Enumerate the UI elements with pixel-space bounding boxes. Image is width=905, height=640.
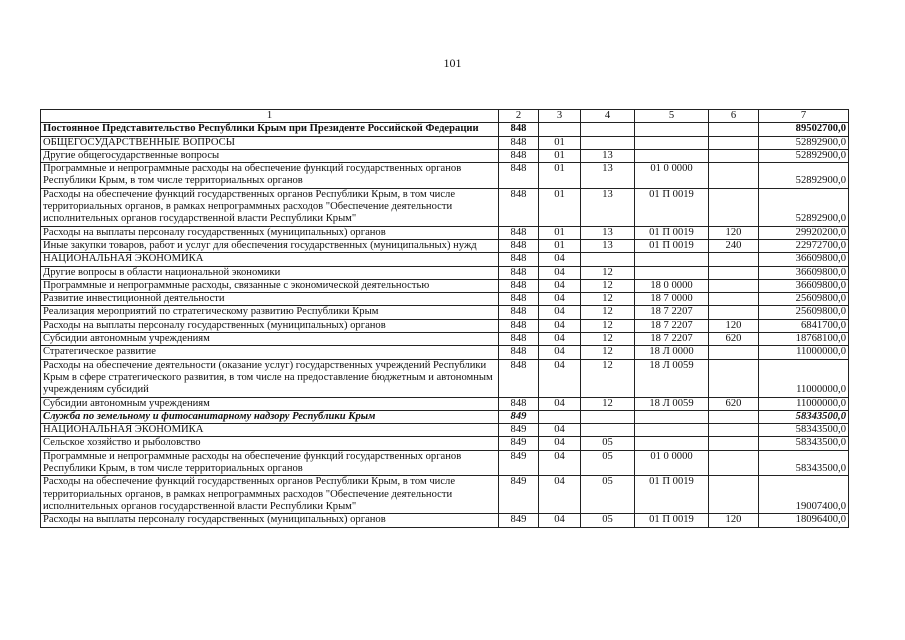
amount-cell: 52892900,0 — [759, 149, 849, 162]
table-row — [41, 163, 849, 189]
row-name-cell: Другие вопросы в области национальной экономики — [41, 266, 499, 279]
department-code-cell: 848 — [499, 149, 539, 162]
department-code-cell: 848 — [499, 188, 539, 226]
row-name-cell: Иные закупки товаров, работ и услуг для обеспечения государственных (муниципальных) нужд — [41, 239, 499, 252]
amount-cell: 58343500,0 — [759, 450, 849, 476]
table-row — [41, 253, 849, 266]
budget-table — [40, 109, 849, 528]
expense-type-cell — [709, 437, 759, 450]
subsection-code-cell: 05 — [581, 514, 635, 527]
row-name-cell: Программные и непрограммные расходы на обеспечение функций государственных органов Республики Крым, в том числе территориальных органов — [41, 163, 499, 189]
target-article-cell: 18 7 2207 — [635, 306, 709, 319]
amount-cell: 36609800,0 — [759, 253, 849, 266]
target-article-cell — [635, 136, 709, 149]
amount-cell: 11000000,0 — [759, 359, 849, 397]
row-name-cell: Служба по земельному и фитосанитарному надзору Республики Крым — [41, 410, 499, 423]
subsection-code-cell: 12 — [581, 293, 635, 306]
table-row — [41, 293, 849, 306]
amount-cell: 11000000,0 — [759, 397, 849, 410]
column-number: 4 — [581, 110, 635, 123]
section-code-cell: 04 — [539, 266, 581, 279]
expense-type-cell — [709, 359, 759, 397]
expense-type-cell — [709, 346, 759, 359]
subsection-code-cell: 12 — [581, 397, 635, 410]
target-article-cell — [635, 123, 709, 136]
row-name-cell: Сельское хозяйство и рыболовство — [41, 437, 499, 450]
expense-type-cell: 620 — [709, 397, 759, 410]
row-name-cell: Программные и непрограммные расходы, связанные с экономической деятельностью — [41, 279, 499, 292]
subsection-code-cell: 05 — [581, 437, 635, 450]
subsection-code-cell — [581, 136, 635, 149]
column-number: 7 — [759, 110, 849, 123]
section-code-cell: 04 — [539, 476, 581, 514]
subsection-code-cell: 12 — [581, 359, 635, 397]
subsection-code-cell: 13 — [581, 226, 635, 239]
table-row — [41, 149, 849, 162]
department-code-cell: 848 — [499, 123, 539, 136]
section-code-cell: 01 — [539, 188, 581, 226]
subsection-code-cell: 13 — [581, 163, 635, 189]
row-name-cell: Расходы на выплаты персоналу государственных (муниципальных) органов — [41, 514, 499, 527]
department-code-cell: 849 — [499, 424, 539, 437]
row-name-cell: Расходы на обеспечение функций государственных органов Республики Крым, в том числе территориальных органов, в рамках непрограммных расходов "Обеспечение деятельности исполнительных органов государственной власти Республики Крым" — [41, 188, 499, 226]
target-article-cell: 18 7 2207 — [635, 319, 709, 332]
amount-cell: 19007400,0 — [759, 476, 849, 514]
table-row — [41, 359, 849, 397]
expense-type-cell: 120 — [709, 226, 759, 239]
column-number: 5 — [635, 110, 709, 123]
row-name-cell: Субсидии автономным учреждениям — [41, 333, 499, 346]
target-article-cell — [635, 410, 709, 423]
section-code-cell: 04 — [539, 346, 581, 359]
section-code-cell: 04 — [539, 514, 581, 527]
target-article-cell — [635, 424, 709, 437]
row-name-cell: Субсидии автономным учреждениям — [41, 397, 499, 410]
section-code-cell — [539, 123, 581, 136]
target-article-cell: 01 П 0019 — [635, 514, 709, 527]
amount-cell: 6841700,0 — [759, 319, 849, 332]
section-code-cell: 04 — [539, 279, 581, 292]
amount-cell: 29920200,0 — [759, 226, 849, 239]
row-name-cell: Постоянное Представительство Республики Крым при Президенте Российской Федерации — [41, 123, 499, 136]
subsection-code-cell: 12 — [581, 266, 635, 279]
table-row — [41, 476, 849, 514]
expense-type-cell — [709, 450, 759, 476]
amount-cell: 89502700,0 — [759, 123, 849, 136]
subsection-code-cell — [581, 410, 635, 423]
budget-table-body — [41, 110, 849, 528]
section-code-cell: 01 — [539, 136, 581, 149]
department-code-cell: 848 — [499, 253, 539, 266]
expense-type-cell — [709, 266, 759, 279]
target-article-cell: 18 7 0000 — [635, 293, 709, 306]
table-row — [41, 239, 849, 252]
section-code-cell: 04 — [539, 306, 581, 319]
department-code-cell: 848 — [499, 279, 539, 292]
section-code-cell: 04 — [539, 450, 581, 476]
expense-type-cell — [709, 476, 759, 514]
target-article-cell: 18 0 0000 — [635, 279, 709, 292]
row-name-cell: НАЦИОНАЛЬНАЯ ЭКОНОМИКА — [41, 253, 499, 266]
table-row — [41, 266, 849, 279]
table-row — [41, 514, 849, 527]
expense-type-cell — [709, 306, 759, 319]
row-name-cell: Расходы на выплаты персоналу государственных (муниципальных) органов — [41, 319, 499, 332]
amount-cell: 18096400,0 — [759, 514, 849, 527]
subsection-code-cell: 12 — [581, 333, 635, 346]
subsection-code-cell: 12 — [581, 279, 635, 292]
row-name-cell: Расходы на выплаты персоналу государственных (муниципальных) органов — [41, 226, 499, 239]
target-article-cell: 18 Л 0000 — [635, 346, 709, 359]
department-code-cell: 848 — [499, 359, 539, 397]
table-row — [41, 279, 849, 292]
amount-cell: 58343500,0 — [759, 424, 849, 437]
department-code-cell: 849 — [499, 476, 539, 514]
expense-type-cell: 120 — [709, 319, 759, 332]
section-code-cell: 01 — [539, 149, 581, 162]
column-number: 1 — [41, 110, 499, 123]
section-code-cell: 04 — [539, 437, 581, 450]
table-row — [41, 226, 849, 239]
expense-type-cell — [709, 123, 759, 136]
expense-type-cell — [709, 136, 759, 149]
table-row — [41, 450, 849, 476]
amount-cell: 22972700,0 — [759, 239, 849, 252]
department-code-cell: 848 — [499, 306, 539, 319]
amount-cell: 11000000,0 — [759, 346, 849, 359]
section-code-cell: 01 — [539, 163, 581, 189]
department-code-cell: 848 — [499, 163, 539, 189]
section-code-cell: 04 — [539, 319, 581, 332]
table-row — [41, 410, 849, 423]
department-code-cell: 849 — [499, 410, 539, 423]
subsection-code-cell: 05 — [581, 450, 635, 476]
target-article-cell — [635, 437, 709, 450]
subsection-code-cell: 13 — [581, 149, 635, 162]
table-row — [41, 188, 849, 226]
subsection-code-cell — [581, 123, 635, 136]
subsection-code-cell — [581, 253, 635, 266]
section-code-cell — [539, 410, 581, 423]
expense-type-cell — [709, 163, 759, 189]
expense-type-cell — [709, 253, 759, 266]
column-number: 6 — [709, 110, 759, 123]
row-name-cell: Расходы на обеспечение функций государственных органов Республики Крым, в том числе территориальных органов, в рамках непрограммных расходов "Обеспечение деятельности исполнительных органов государственной власти Республики Крым" — [41, 476, 499, 514]
amount-cell: 25609800,0 — [759, 306, 849, 319]
row-name-cell: Программные и непрограммные расходы на обеспечение функций государственных органов Республики Крым, в том числе территориальных органов — [41, 450, 499, 476]
section-code-cell: 04 — [539, 359, 581, 397]
amount-cell: 52892900,0 — [759, 163, 849, 189]
page-number: 101 — [443, 56, 462, 70]
target-article-cell: 18 7 2207 — [635, 333, 709, 346]
target-article-cell — [635, 266, 709, 279]
target-article-cell: 01 П 0019 — [635, 476, 709, 514]
row-name-cell: Развитие инвестиционной деятельности — [41, 293, 499, 306]
table-row — [41, 319, 849, 332]
row-name-cell: НАЦИОНАЛЬНАЯ ЭКОНОМИКА — [41, 424, 499, 437]
section-code-cell: 04 — [539, 424, 581, 437]
expense-type-cell: 120 — [709, 514, 759, 527]
amount-cell: 58343500,0 — [759, 410, 849, 423]
table-row — [41, 306, 849, 319]
department-code-cell: 848 — [499, 266, 539, 279]
expense-type-cell — [709, 410, 759, 423]
expense-type-cell — [709, 424, 759, 437]
subsection-code-cell: 13 — [581, 188, 635, 226]
expense-type-cell: 240 — [709, 239, 759, 252]
target-article-cell: 18 Л 0059 — [635, 397, 709, 410]
table-row — [41, 397, 849, 410]
department-code-cell: 849 — [499, 450, 539, 476]
table-row — [41, 437, 849, 450]
subsection-code-cell: 05 — [581, 476, 635, 514]
amount-cell: 18768100,0 — [759, 333, 849, 346]
amount-cell: 36609800,0 — [759, 279, 849, 292]
row-name-cell: Расходы на обеспечение деятельности (оказание услуг) государственных учреждений Республики Крым в сфере стратегического развития, в том числе на предоставление бюджетным и автономным учреждениям субсидий — [41, 359, 499, 397]
department-code-cell: 848 — [499, 226, 539, 239]
budget-table-container — [40, 109, 848, 528]
row-name-cell: Стратегическое развитие — [41, 346, 499, 359]
column-number-row — [41, 110, 849, 123]
expense-type-cell — [709, 293, 759, 306]
section-code-cell: 04 — [539, 253, 581, 266]
expense-type-cell — [709, 188, 759, 226]
target-article-cell: 01 П 0019 — [635, 226, 709, 239]
department-code-cell: 848 — [499, 346, 539, 359]
expense-type-cell: 620 — [709, 333, 759, 346]
department-code-cell: 848 — [499, 319, 539, 332]
table-row — [41, 333, 849, 346]
department-code-cell: 848 — [499, 136, 539, 149]
column-number: 3 — [539, 110, 581, 123]
row-name-cell: Другие общегосударственные вопросы — [41, 149, 499, 162]
target-article-cell: 01 П 0019 — [635, 239, 709, 252]
target-article-cell — [635, 149, 709, 162]
amount-cell: 25609800,0 — [759, 293, 849, 306]
amount-cell: 52892900,0 — [759, 188, 849, 226]
section-code-cell: 01 — [539, 226, 581, 239]
expense-type-cell — [709, 279, 759, 292]
expense-type-cell — [709, 149, 759, 162]
department-code-cell: 848 — [499, 239, 539, 252]
section-code-cell: 04 — [539, 293, 581, 306]
table-row — [41, 424, 849, 437]
section-code-cell: 04 — [539, 397, 581, 410]
target-article-cell — [635, 253, 709, 266]
department-code-cell: 849 — [499, 514, 539, 527]
row-name-cell: Реализация мероприятий по стратегическому развитию Республики Крым — [41, 306, 499, 319]
department-code-cell: 849 — [499, 437, 539, 450]
department-code-cell: 848 — [499, 397, 539, 410]
amount-cell: 52892900,0 — [759, 136, 849, 149]
amount-cell: 36609800,0 — [759, 266, 849, 279]
subsection-code-cell — [581, 424, 635, 437]
subsection-code-cell: 12 — [581, 346, 635, 359]
target-article-cell: 01 П 0019 — [635, 188, 709, 226]
table-row — [41, 123, 849, 136]
section-code-cell: 04 — [539, 333, 581, 346]
department-code-cell: 848 — [499, 293, 539, 306]
subsection-code-cell: 13 — [581, 239, 635, 252]
target-article-cell: 01 0 0000 — [635, 450, 709, 476]
section-code-cell: 01 — [539, 239, 581, 252]
table-row — [41, 136, 849, 149]
subsection-code-cell: 12 — [581, 306, 635, 319]
target-article-cell: 01 0 0000 — [635, 163, 709, 189]
amount-cell: 58343500,0 — [759, 437, 849, 450]
table-row — [41, 346, 849, 359]
column-number: 2 — [499, 110, 539, 123]
subsection-code-cell: 12 — [581, 319, 635, 332]
department-code-cell: 848 — [499, 333, 539, 346]
row-name-cell: ОБЩЕГОСУДАРСТВЕННЫЕ ВОПРОСЫ — [41, 136, 499, 149]
target-article-cell: 18 Л 0059 — [635, 359, 709, 397]
